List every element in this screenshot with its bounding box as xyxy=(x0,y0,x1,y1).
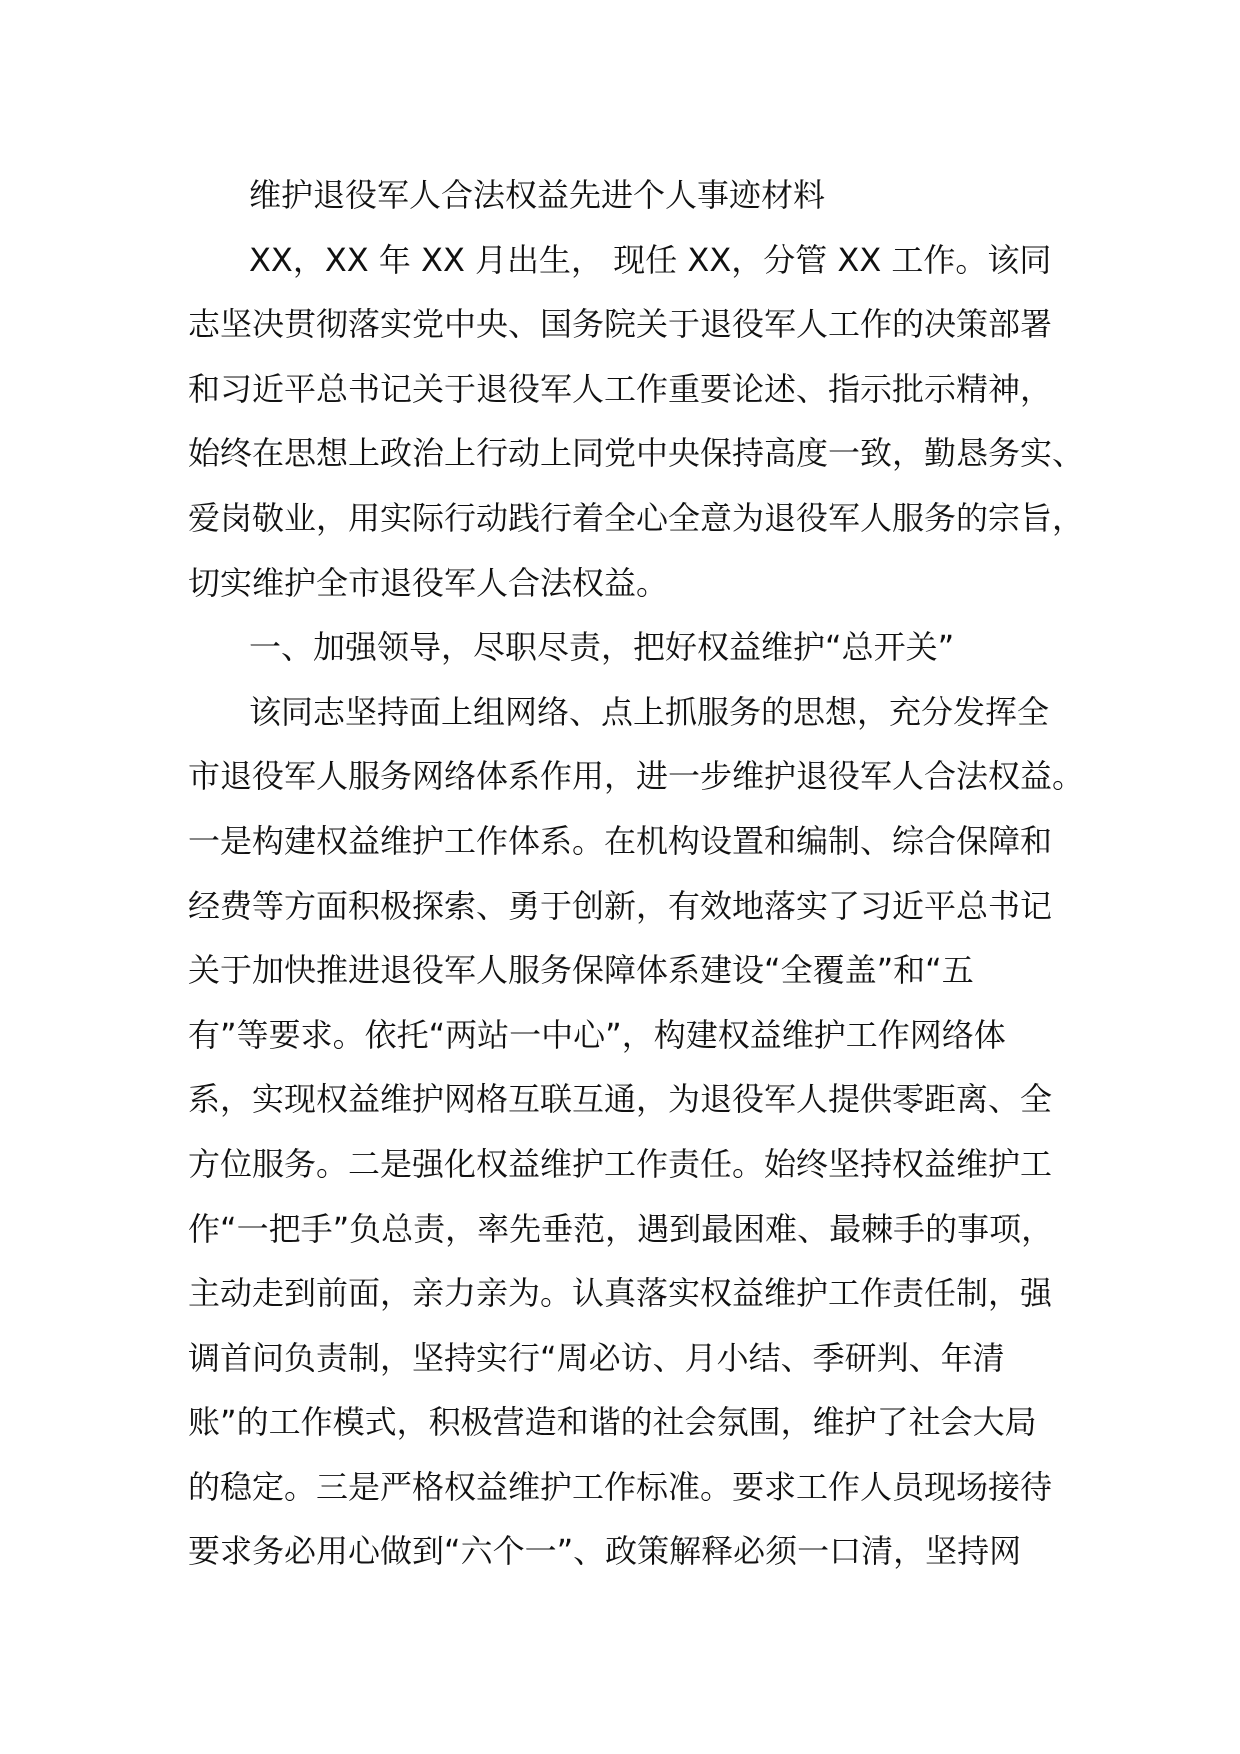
section-line: 经费等方面积极探索、勇于创新，有效地落实了习近平总书记 xyxy=(188,886,1053,925)
section-line: 关于加快推进退役军人服务保障体系建设“全覆盖”和“五 xyxy=(188,951,974,990)
section-line: 有”等要求。依托“两站一中心”，构建权益维护工作网络体 xyxy=(188,1015,1006,1054)
section-line: 市退役军人服务网络体系作用，进一步维护退役军人合法权益。 xyxy=(188,757,1085,796)
document-title: 维护退役军人合法权益先进个人事迹材料 xyxy=(249,176,826,214)
section-line: 方位服务。二是强化权益维护工作责任。始终坚持权益维护工 xyxy=(188,1144,1053,1183)
section-line: 要求务必用心做到“六个一”、政策解释必须一口清，坚持网 xyxy=(188,1532,1022,1571)
section-heading: 一、加强领导，尽职尽责，把好权益维护“总开关” xyxy=(249,628,955,667)
section-line: 调首问负责制，坚持实行“周必访、月小结、季研判、年清 xyxy=(188,1338,1005,1377)
intro-line: 切实维护全市退役军人合法权益。 xyxy=(188,563,669,602)
intro-line: XX，XX 年 XX 月出生， 现任 XX，分管 XX 工作。该同 xyxy=(249,240,1052,279)
section-line: 系，实现权益维护网格互联互通，为退役军人提供零距离、全 xyxy=(188,1080,1053,1119)
intro-line: 志坚决贯彻落实党中央、国务院关于退役军人工作的决策部署 xyxy=(188,305,1053,344)
section-line: 主动走到前面，亲力亲为。认真落实权益维护工作责任制，强 xyxy=(188,1274,1053,1313)
intro-line: 和习近平总书记关于退役军人工作重要论述、指示批示精神， xyxy=(188,369,1053,408)
intro-line: 始终在思想上政治上行动上同党中央保持高度一致，勤恳务实、 xyxy=(188,434,1085,473)
document-body xyxy=(188,163,1088,1584)
section-line: 的稳定。三是严格权益维护工作标准。要求工作人员现场接待 xyxy=(188,1467,1053,1506)
intro-line: 爱岗敬业，用实际行动践行着全心全意为退役军人服务的宗旨， xyxy=(188,498,1085,537)
section-line: 作“一把手”负总责，率先垂范，遇到最困难、最棘手的事项， xyxy=(188,1209,1054,1248)
section-line: 账”的工作模式，积极营造和谐的社会氛围，维护了社会大局 xyxy=(188,1403,1037,1442)
section-line: 一是构建权益维护工作体系。在机构设置和编制、综合保障和 xyxy=(188,821,1053,860)
section-line: 该同志坚持面上组网络、点上抓服务的思想，充分发挥全 xyxy=(249,692,1050,731)
